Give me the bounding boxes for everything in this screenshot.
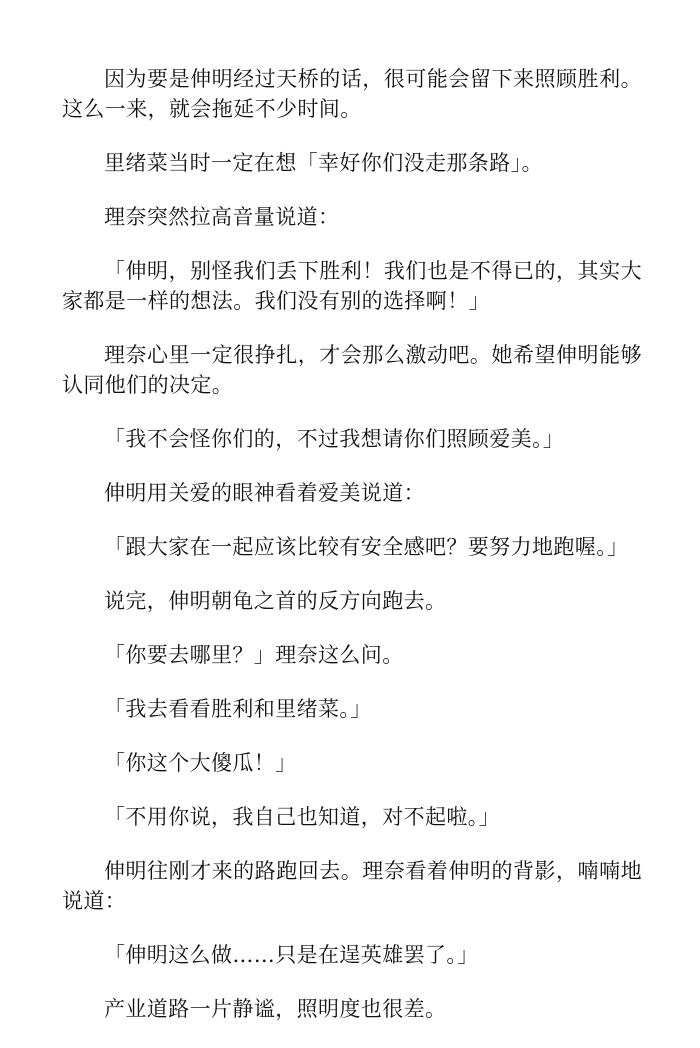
paragraph-10: 「你要去哪里？」理奈这么问。 <box>104 643 404 667</box>
paragraph-9: 说完，伸明朝龟之首的反方向跑去。 <box>104 589 447 613</box>
paragraph-15: 「伸明这么做……只是在逞英雄罢了。」 <box>104 943 479 967</box>
paragraph-12: 「你这个大傻瓜！」 <box>104 751 297 775</box>
document-page <box>62 64 642 1048</box>
paragraph-3: 理奈突然拉高音量说道： <box>104 205 340 229</box>
paragraph-11: 「我去看看胜利和里绪菜。」 <box>104 697 372 721</box>
paragraph-4: 「伸明，别怪我们丢下胜利！我们也是不得已的，其实大家都是一样的想法。我们没有别的选择啊！」 <box>62 259 642 313</box>
paragraph-13: 「不用你说，我自己也知道，对不起啦。」 <box>104 805 501 829</box>
paragraph-8: 「跟大家在一起应该比较有安全感吧？要努力地跑喔。」 <box>104 535 629 559</box>
paragraph-14: 伸明往刚才来的路跑回去。理奈看着伸明的背影，喃喃地说道： <box>62 859 642 913</box>
paragraph-6: 「我不会怪你们的，不过我想请你们照顾爱美。」 <box>104 427 565 451</box>
paragraph-2: 里绪菜当时一定在想「幸好你们没走那条路」。 <box>104 151 543 175</box>
paragraph-16: 产业道路一片静谧，照明度也很差。 <box>104 997 447 1021</box>
paragraph-7: 伸明用关爱的眼神看着爱美说道： <box>104 481 425 505</box>
paragraph-1: 因为要是伸明经过天桥的话，很可能会留下来照顾胜利。这么一来，就会拖延不少时间。 <box>62 67 642 121</box>
paragraph-5: 理奈心里一定很挣扎，才会那么激动吧。她希望伸明能够认同他们的决定。 <box>62 343 642 397</box>
